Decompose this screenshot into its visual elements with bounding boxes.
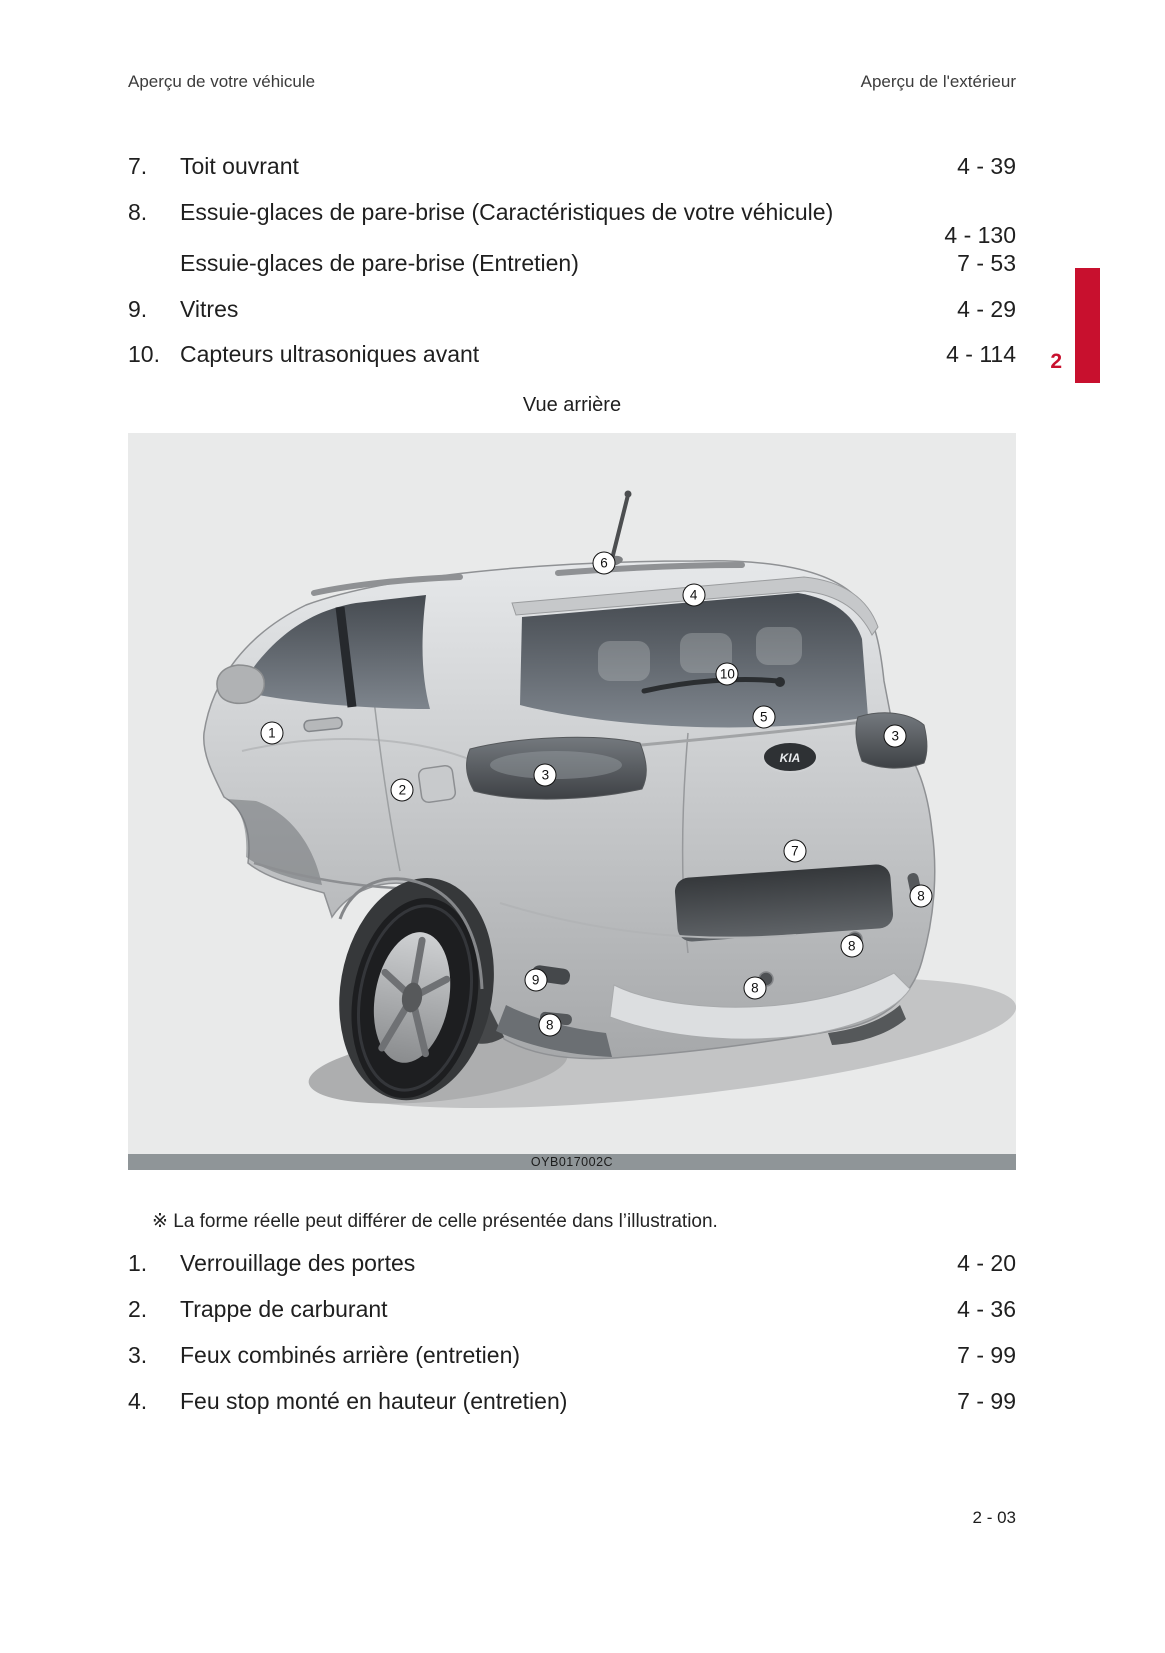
list-item — [128, 1295, 1016, 1325]
rear-view-figure — [128, 433, 1016, 1170]
side-glass — [238, 595, 430, 709]
antenna — [612, 495, 628, 559]
list-item — [128, 198, 1016, 279]
item-label: Capteurs ultrasoniques avant — [180, 341, 480, 368]
callout-6: 6 — [592, 552, 615, 575]
callout-3-right: 3 — [884, 724, 907, 747]
item-number: 1. — [128, 1250, 148, 1277]
item-number: 8. — [128, 198, 148, 225]
header-left: Aperçu de votre véhicule — [128, 72, 316, 91]
chapter-tab-bar — [1075, 268, 1100, 383]
figure-title: Vue arrière — [522, 394, 622, 417]
vehicle-rear-illustration — [128, 433, 1016, 1154]
callout-9: 9 — [524, 969, 547, 992]
side-mirror — [217, 665, 264, 703]
callout-8-d: 8 — [538, 1014, 561, 1037]
callout-2: 2 — [391, 779, 414, 802]
callout-5: 5 — [752, 706, 775, 729]
header-right: Aperçu de l'extérieur — [860, 72, 1016, 91]
figure-code: OYB017002C — [530, 1155, 614, 1170]
chapter-number: 2 — [1050, 350, 1062, 373]
item-number: 2. — [128, 1296, 148, 1323]
item-label: Feu stop monté en hauteur (entretien) — [180, 1388, 568, 1415]
list-item — [128, 152, 1016, 182]
fuel-filler-door — [418, 765, 456, 803]
item-label: Trappe de carburant — [180, 1296, 388, 1323]
item-label: Vitres — [180, 295, 239, 322]
page-header — [128, 0, 1016, 92]
item-number: 9. — [128, 295, 148, 322]
item-number: 10. — [128, 341, 160, 368]
list-item — [128, 340, 1016, 370]
exterior-items-top-list — [128, 152, 1016, 370]
callout-4: 4 — [682, 584, 705, 607]
item-page-ref: 4 - 36 — [957, 1296, 1016, 1323]
item-page-ref: 4 - 29 — [957, 295, 1016, 322]
kia-badge-text: KIA — [779, 751, 801, 766]
callout-1: 1 — [260, 721, 283, 744]
item-label: Essuie-glaces de pare-brise (Entretien) — [180, 249, 579, 276]
item-page-ref: 4 - 130 — [944, 221, 1016, 248]
item-number: 4. — [128, 1388, 148, 1415]
disclaimer-note: ※ La forme réelle peut différer de celle présentée dans l’illustration. — [152, 1211, 718, 1233]
figure-code-bar — [128, 1154, 1016, 1170]
item-label: Toit ouvrant — [180, 153, 299, 179]
item-page-ref: 7 - 99 — [957, 1342, 1016, 1369]
item-page-ref: 7 - 99 — [957, 1388, 1016, 1415]
callout-10: 10 — [716, 663, 739, 686]
item-page-ref: 4 - 39 — [957, 153, 1016, 179]
item-page-ref: 4 - 114 — [946, 341, 1016, 368]
item-label: Essuie-glaces de pare-brise (Caractéristiques de votre véhicule) — [180, 198, 834, 225]
callout-8-a: 8 — [909, 885, 932, 908]
callout-7: 7 — [783, 840, 806, 863]
callout-8-b: 8 — [840, 935, 863, 958]
item-number: 7. — [128, 153, 148, 179]
item-page-ref: 4 - 20 — [957, 1250, 1016, 1277]
list-item — [128, 1387, 1016, 1417]
exterior-items-bottom-list — [128, 1249, 1016, 1417]
callout-8-c: 8 — [743, 976, 766, 999]
item-number: 3. — [128, 1342, 148, 1369]
list-item — [128, 1341, 1016, 1371]
item-page-ref: 7 - 53 — [957, 249, 1016, 276]
callout-3-left: 3 — [534, 764, 557, 787]
page-number: 2 - 03 — [972, 1508, 1016, 1527]
item-label: Verrouillage des portes — [180, 1250, 416, 1277]
list-item — [128, 1249, 1016, 1279]
list-item — [128, 295, 1016, 325]
item-label: Feux combinés arrière (entretien) — [180, 1342, 521, 1369]
